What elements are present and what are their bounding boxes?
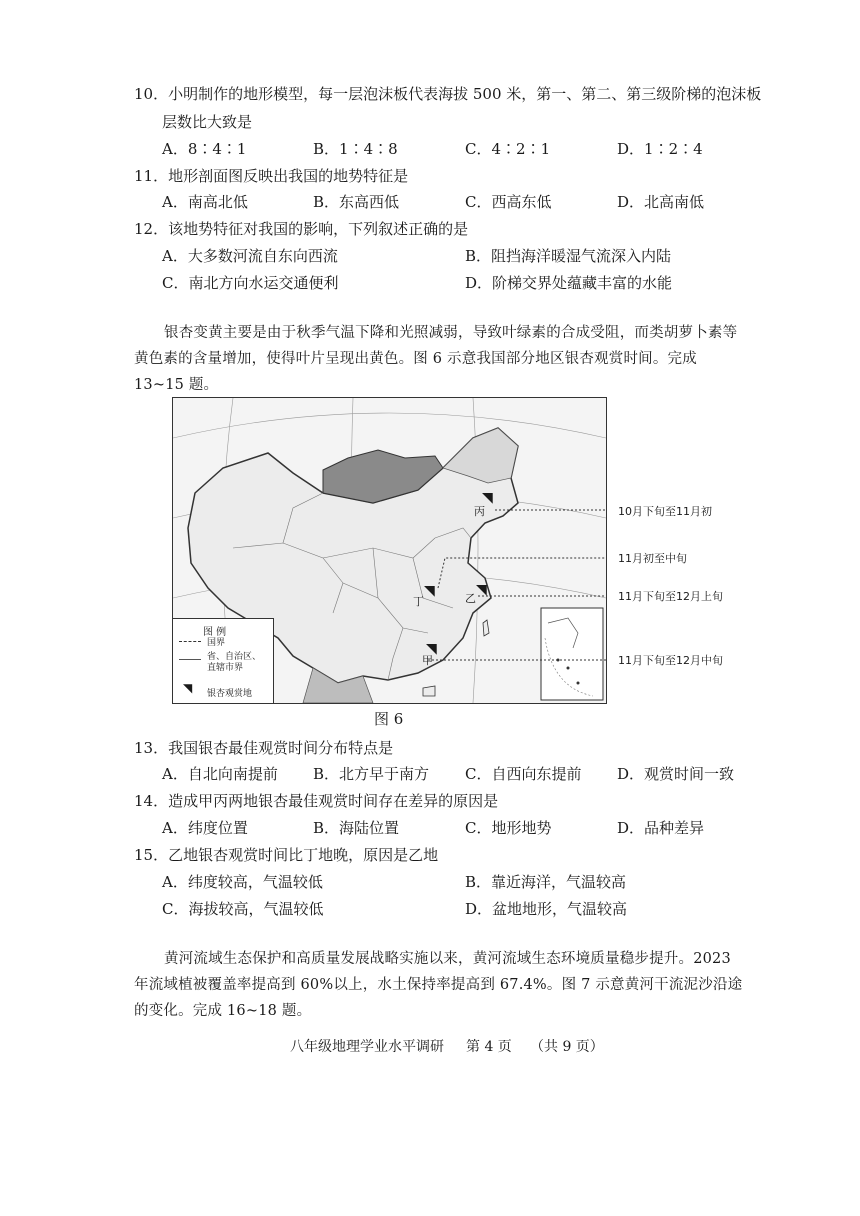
q10-option-c: C．4∶2∶1: [465, 140, 551, 158]
q10-option-a: A．8∶4∶1: [162, 140, 247, 158]
legend-province-label: 省、自治区、直辖市界: [207, 652, 262, 673]
passage-ginkgo: 银杏变黄主要是由于秋季气温下降和光照减弱，导致叶绿素的合成受阻，而类胡萝卜素等黄色素的含量增加，使得叶片呈现出黄色。图 6 示意我国部分地区银杏观赏时间。完成 13~15 题。: [134, 325, 738, 393]
passage-yellow-river: 黄河流域生态保护和高质量发展战略实施以来，黄河流域生态环境质量稳步提升。2023 年流域植被覆盖率提高到 60%以上，水土保持率提高到 67.4%。图 7 示意黄河干流泥沙沿途的变化。完成 16~18 题。: [134, 951, 743, 1019]
q12-option-b: B．阻挡海洋暖湿气流深入内陆: [465, 247, 672, 265]
legend-border-label: 国界: [207, 638, 226, 648]
map-legend: [172, 618, 274, 704]
q11-stem: 11．地形剖面图反映出我国的地势特征是: [134, 167, 409, 185]
q14-option-b: B．海陆位置: [313, 819, 400, 837]
q15-option-a: A．纬度较高，气温较低: [162, 873, 323, 891]
q12-option-a: A．大多数河流自东向西流: [162, 247, 338, 265]
q10-stem-line2: 层数比大致是: [162, 113, 253, 131]
q15-option-d: D．盆地地形，气温较高: [465, 900, 628, 918]
legend-title: 图 例: [203, 627, 227, 638]
legend-border-symbol: [179, 641, 201, 642]
q10-option-b: B．1∶4∶8: [313, 140, 398, 158]
q11-option-c: C．西高东低: [465, 193, 552, 211]
q10-option-d: D．1∶2∶4: [617, 140, 703, 158]
q10-stem-line1: 10．小明制作的地形模型，每一层泡沫板代表海拔 500 米，第一、第二、第三级阶梯的泡沫板: [134, 85, 762, 103]
q13-option-d: D．观赏时间一致: [617, 765, 735, 783]
q13-stem: 13．我国银杏最佳观赏时间分布特点是: [134, 739, 394, 757]
q11-option-d: D．北高南低: [617, 193, 705, 211]
q14-option-c: C．地形地势: [465, 819, 552, 837]
callout-bing: 10月下旬至11月初: [618, 505, 712, 518]
footer-page: 第 4 页: [466, 1039, 512, 1055]
ginkgo-leaf-icon: ◥: [183, 681, 193, 695]
legend-ginkgo-label: 银杏观赏地: [207, 689, 253, 699]
ginkgo-leaf-icon: ◥: [426, 641, 437, 657]
legend-province-symbol: [179, 659, 201, 660]
place-ding: 丁: [413, 595, 424, 608]
footer-total: （共 9 页）: [530, 1039, 604, 1055]
q14-option-a: A．纬度位置: [162, 819, 248, 837]
figure6-caption: 图 6: [374, 710, 404, 728]
q12-option-c: C．南北方向水运交通便利: [162, 274, 339, 292]
footer-course: 八年级地理学业水平调研: [290, 1039, 444, 1055]
callout-jia: 11月下旬至12月中旬: [618, 654, 723, 667]
q12-stem: 12．该地势特征对我国的影响，下列叙述正确的是: [134, 220, 469, 238]
q15-option-c: C．海拔较高，气温较低: [162, 900, 324, 918]
q15-option-b: B．靠近海洋，气温较高: [465, 873, 627, 891]
q11-option-b: B．东高西低: [313, 193, 400, 211]
q13-option-a: A．自北向南提前: [162, 765, 278, 783]
ginkgo-leaf-icon: ◥: [482, 490, 493, 506]
q15-stem: 15．乙地银杏观赏时间比丁地晚，原因是乙地: [134, 846, 439, 864]
q14-stem: 14．造成甲丙两地银杏最佳观赏时间存在差异的原因是: [134, 792, 499, 810]
q13-option-c: C．自西向东提前: [465, 765, 582, 783]
callout-ding: 11月初至中旬: [618, 552, 687, 565]
q11-option-a: A．南高北低: [162, 193, 248, 211]
ginkgo-leaf-icon: ◥: [424, 583, 435, 599]
q13-option-b: B．北方早于南方: [313, 765, 430, 783]
q12-option-d: D．阶梯交界处蕴藏丰富的水能: [465, 274, 673, 292]
place-yi: 乙: [465, 592, 476, 605]
ginkgo-leaf-icon: ◥: [476, 582, 487, 598]
place-bing: 丙: [474, 505, 485, 518]
place-jia: 甲: [422, 654, 433, 667]
q14-option-d: D．品种差异: [617, 819, 705, 837]
callout-yi: 11月下旬至12月上旬: [618, 590, 723, 603]
